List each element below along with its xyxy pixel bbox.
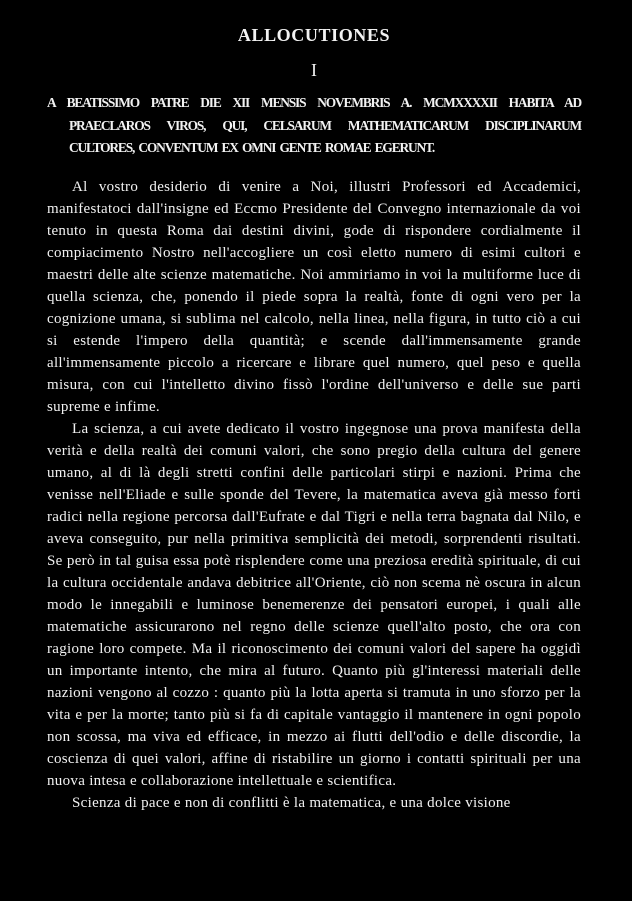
paragraph: Scienza di pace e non di conflitti è la matematica, e una dolce visione [72, 794, 511, 811]
paragraph: Al vostro desiderio di venire a Noi, illustri Professori ed Accademici, manifestatoci dall'insigne ed Eccmo Presidente del Convegno internazionale da voi tenuto in questa Roma dai destini divini, gode di rispondere cordialmente il compiacimento Nostro nell'accogliere un così eletto numero di esimi cultori e maestri delle alte scienze matematiche. Noi ammiriamo in voi la multiforme luce di quella scienza, che, ponendo il piede sopra la realtà, fonte di ogni vero per la cognizione umana, si sublima nel calcolo, nella linea, nella figura, in tutto ciò a cui si estende l'impero della quantità; e scende dall'immensamente grande all'immensamente piccolo a ricercare e librare quel numero, quel peso e quella misura, con cui l'intelletto divino fissò l'ordine dell'universo e delle sue parti supreme e infime. [47, 178, 581, 415]
paragraph: La scienza, a cui avete dedicato il vostro ingegnose una prova manifesta della verità e della realtà dei comuni valori, che sono pregio della cultura del genere umano, al di là degli stretti confini delle particolari stirpi e nazioni. Prima che venisse nell'Eliade e sulle sponde del Tevere, la matematica aveva già messo forti radici nella regione percorsa dall'Eufrate e dal Tigri e nella terra bagnata dal Nilo, e aveva conseguito, pur nella primitiva semplicità dei metodi, sorprendenti risultati. Se però in tal guisa essa potè risplendere come una preziosa eredità spirituale, di cui la cultura occidentale andava debitrice all'Oriente, ciò non scema nè oscura in alcun modo le innegabili e luminose benemerenze dei pensatori europei, i quali alle matematiche assicurarono nel regno delle scienze quell'alto posto, che ora con ragione loro compete. Ma il riconoscimento dei comuni valori del sapere ha oggidì un importante intento, che mira al futuro. Quanto più gl'interessi materiali delle nazioni vengono al cozzo : quanto più la lotta aperta si tramuta in uno sforzo per la vita e per la morte; tanto più si fa di capitale vantaggio il mantenere in ogni popolo non scossa, ma viva ed efficace, in mezzo ai flutti dell'odio e delle discordie, la coscienza di quei valori, affine di ristabilire un giorno i contatti spirituali per una nuova intesa e collaborazione intellettuale e scientifica. [47, 420, 581, 789]
section-numeral: I [311, 60, 317, 80]
allocution-heading: A BEATISSIMO PATRE DIE XII MENSIS NOVEMBRIS A. MCMXXXXII HABITA AD PRAECLAROS VIROS, QUI, CELSARUM MATHEMATICARUM DISCIPLINARUM CULTORES, CONVENTUM EX OMNI GENTE ROMAE EGERUNT. [47, 95, 581, 155]
document-page [47, 24, 581, 814]
body-text [47, 176, 581, 814]
document-title: ALLOCUTIONES [237, 25, 391, 45]
